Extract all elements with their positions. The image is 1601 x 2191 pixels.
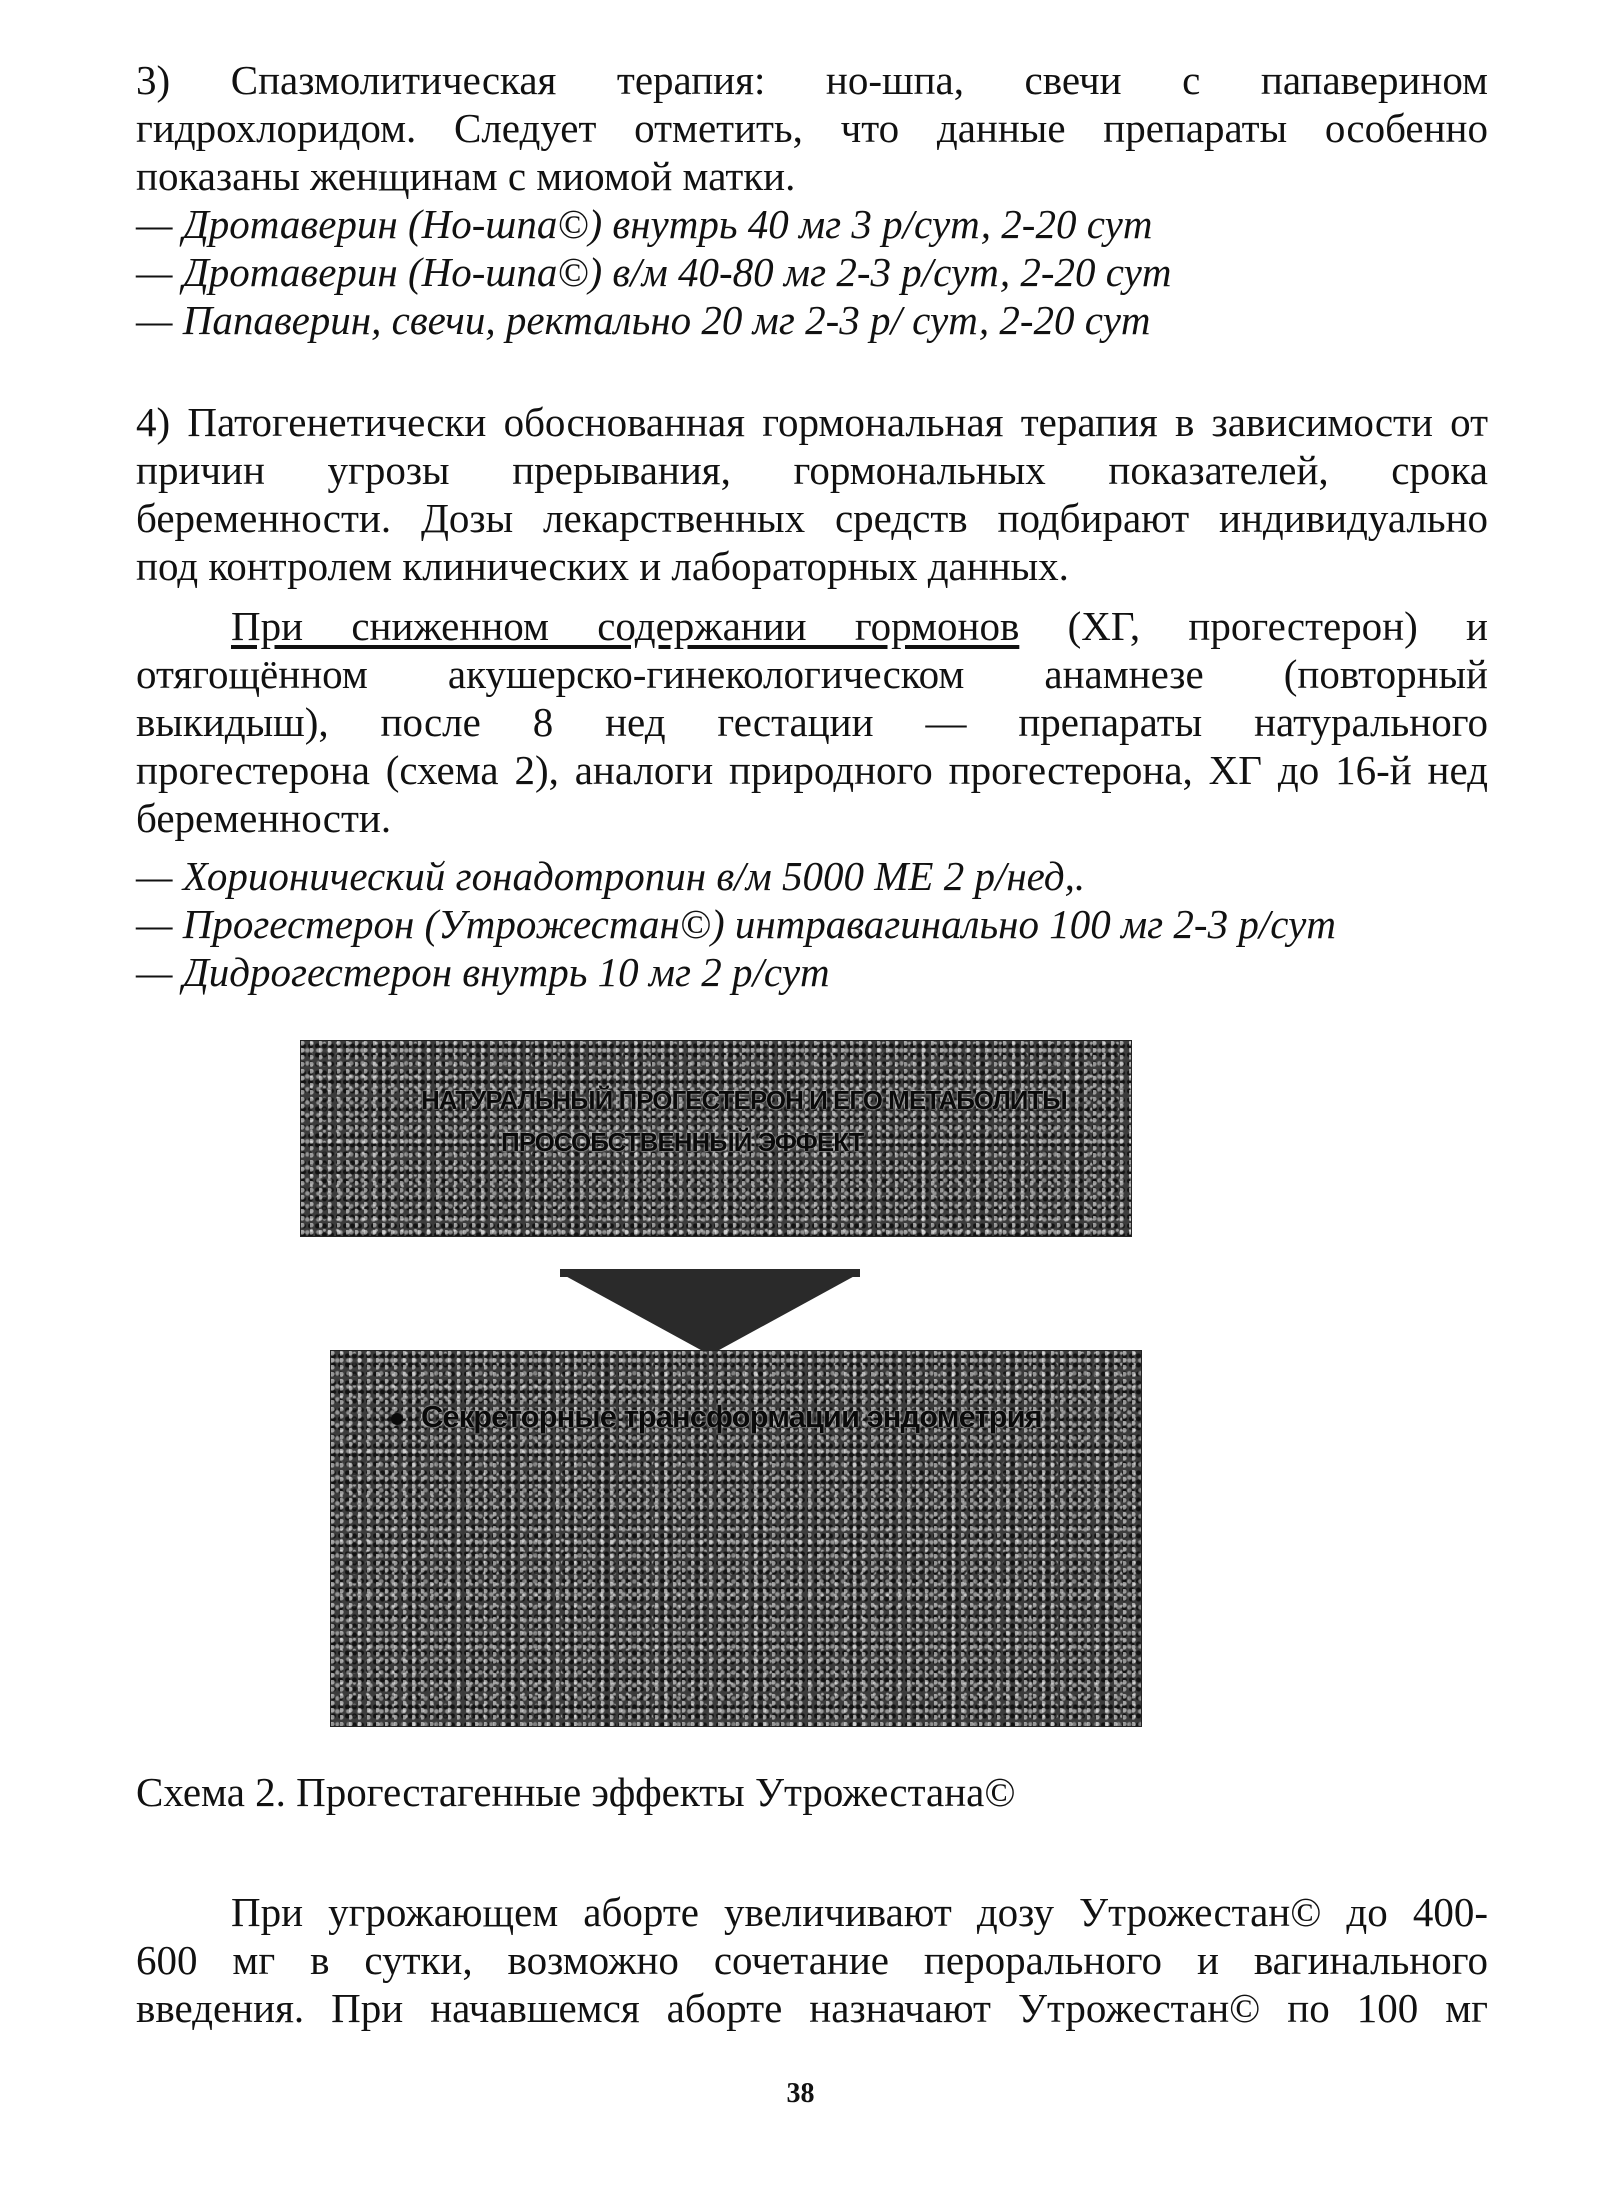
section-4-line-3: беременности. Дозы лекарственных средств подбирают индивидуально: [136, 495, 1488, 541]
section-3-line-2: гидрохлоридом. Следует отметить, что данные препараты особенно: [136, 105, 1488, 151]
abortion-line-1: При угрожающем аборте увеличивают дозу Утрожестан© до 400-: [231, 1889, 1488, 1935]
drug-line: — Дротаверин (Но-шпа©) в/м 40-80 мг 2-3 р/сут, 2-20 сут: [136, 249, 1172, 295]
section-3-line-1: 3) Спазмолитическая терапия: но-шпа, свечи с папаверином: [136, 57, 1488, 103]
abortion-paragraph: [136, 1888, 1488, 2032]
section-4-paragraph: [136, 398, 1488, 590]
drug-line: — Прогестерон (Утрожестан©) интравагинально 100 мг 2-3 р/сут: [136, 901, 1336, 947]
line-1-rest: (ХГ, прогестерон) и: [1019, 603, 1488, 649]
section-4-line-2: причин угрозы прерывания, гормональных показателей, срока: [136, 447, 1488, 493]
low-hormones-line-5: беременности.: [136, 795, 392, 841]
down-arrow-icon: [560, 1255, 860, 1355]
scheme-top-text-2: ПРОСОБСТВЕННЫЙ ЭФФЕКТ: [501, 1127, 864, 1157]
drug-line: — Дротаверин (Но-шпа©) внутрь 40 мг 3 р/сут, 2-20 сут: [136, 201, 1153, 247]
scheme-figure: [290, 1040, 1150, 1730]
drug-line: — Дидрогестерон внутрь 10 мг 2 р/сут: [136, 949, 830, 995]
drug-line: — Папаверин, свечи, ректально 20 мг 2-3 р/ сут, 2-20 сут: [136, 297, 1151, 343]
drug-line: — Хорионический гонадотропин в/м 5000 МЕ 2 р/нед,.: [136, 853, 1086, 899]
abortion-line-2: 600 мг в сутки, возможно сочетание перорального и вагинального: [136, 1937, 1488, 1983]
low-hormones-line-2: отягощённом акушерско-гинекологическом анамнезе (повторный: [136, 651, 1488, 697]
section-4-line-1: 4) Патогенетически обоснованная гормональная терапия в зависимости от: [136, 399, 1488, 445]
scheme-top-text-1: НАТУРАЛЬНЫЙ ПРОГЕСТЕРОН И ЕГО МЕТАБОЛИТЫ: [421, 1085, 1067, 1115]
section-3-paragraph: [136, 56, 1488, 200]
scheme-top-box: [300, 1040, 1132, 1237]
low-hormones-line-3: выкидыш), после 8 нед гестации — препараты натурального: [136, 699, 1488, 745]
low-hormones-line-4: прогестерона (схема 2), аналоги природного прогестерона, ХГ до 16-й нед: [136, 747, 1488, 793]
abortion-line-3: введения. При начавшемся аборте назначают Утрожестан© по 100 мг: [136, 1985, 1488, 2031]
scheme-bottom-box: [330, 1350, 1142, 1727]
bullet-icon: [391, 1413, 403, 1425]
page-number: 38: [786, 2078, 815, 2109]
figure-caption: Схема 2. Прогестагенные эффекты Утрожестана©: [136, 1769, 1016, 1815]
section-4-line-4: под контролем клинических и лабораторных данных.: [136, 543, 1069, 589]
low-hormones-line-1: [136, 602, 1488, 650]
underlined-phrase: При сниженном содержании гормонов: [231, 603, 1020, 649]
section-3-line-3: показаны женщинам с миомой матки.: [136, 153, 796, 199]
low-hormones-paragraph: [136, 602, 1488, 842]
scheme-bottom-text-1: Секреторные трансформации эндометрия: [421, 1399, 1042, 1434]
